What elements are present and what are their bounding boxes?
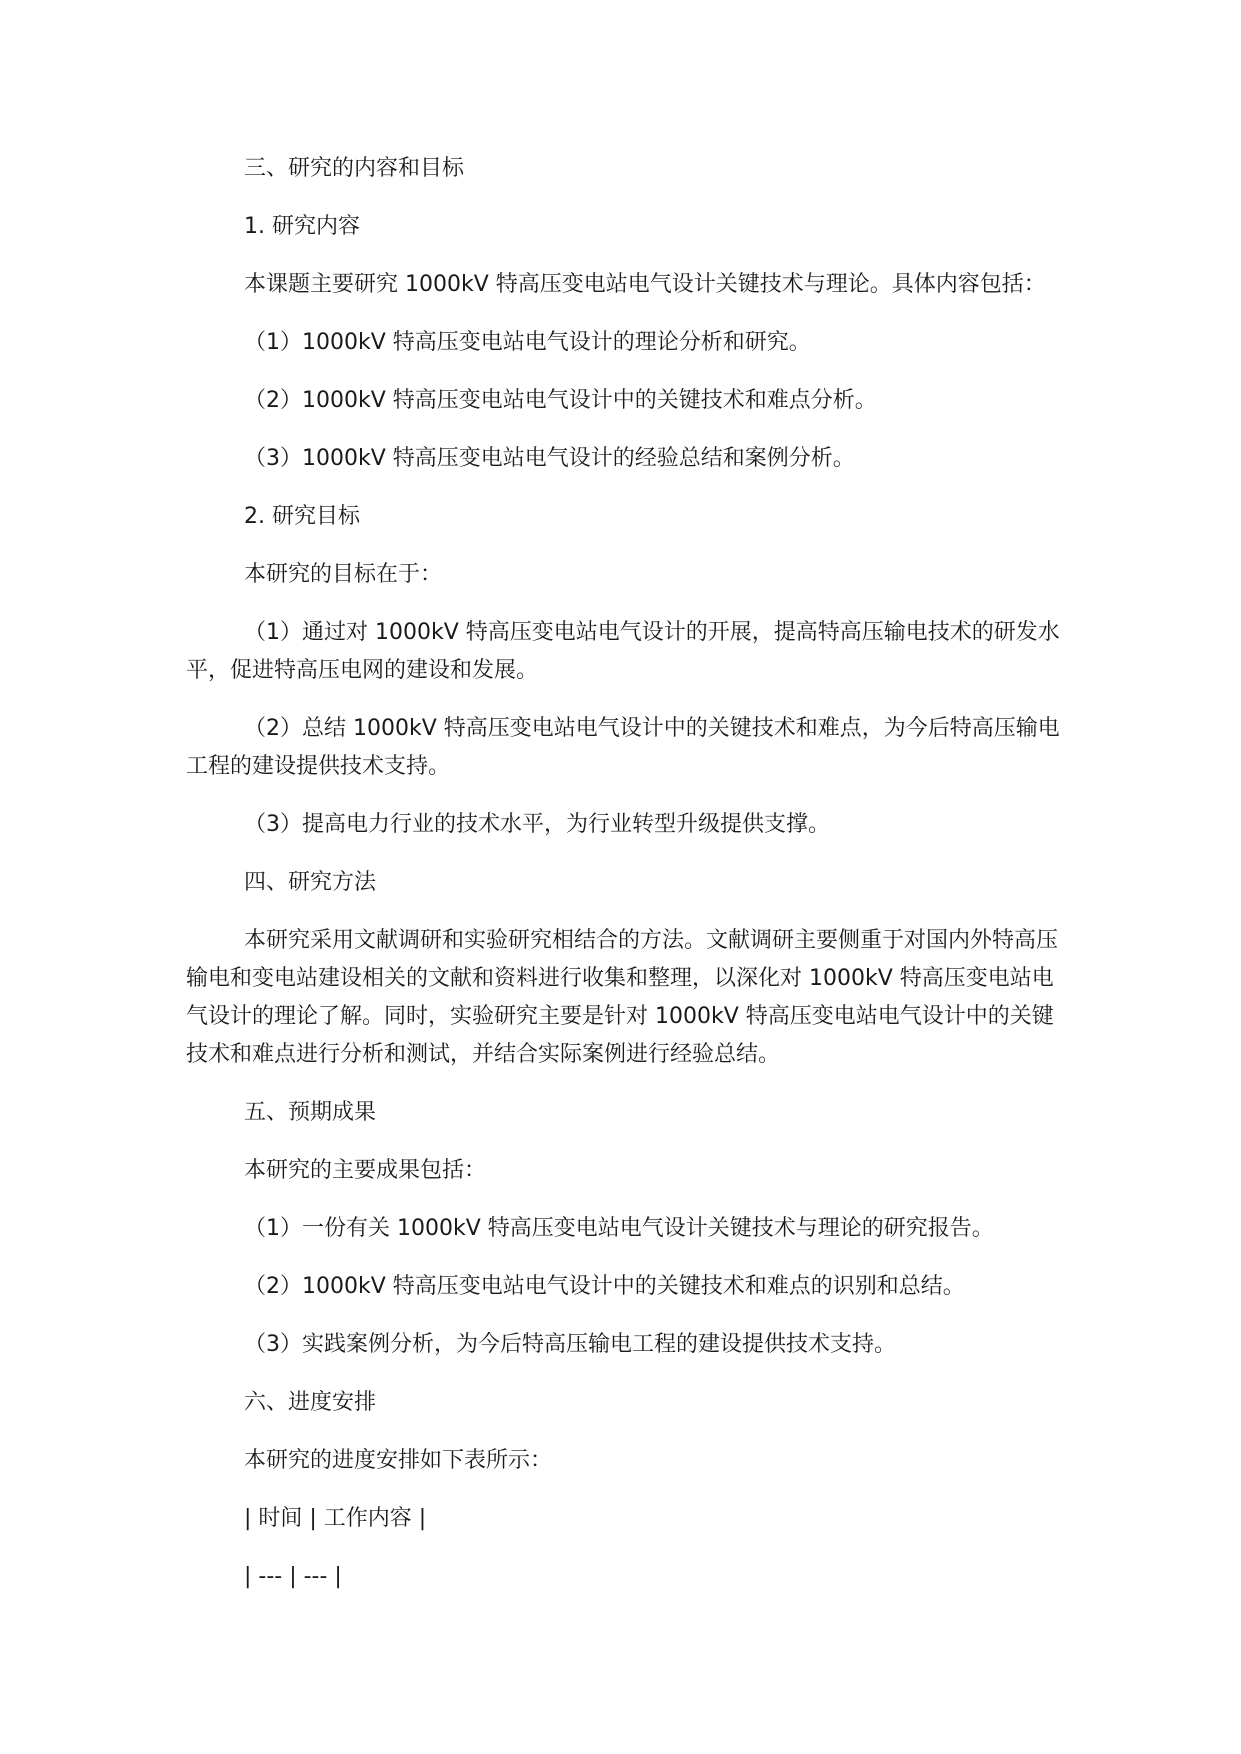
section-heading-4: 四、研究方法 <box>244 870 377 895</box>
table-header-row: | 时间 | 工作内容 | <box>244 1506 427 1531</box>
list-item-goal-2: （2）总结 1000kV 特高压变电站电气设计中的关键技术和难点，为今后特高压输电工程的建设提供技术支持。 <box>186 716 1060 779</box>
section-heading-5: 五、预期成果 <box>244 1100 377 1125</box>
section-heading-6: 六、进度安排 <box>244 1390 377 1415</box>
list-item-result-3: （3）实践案例分析，为今后特高压输电工程的建设提供技术支持。 <box>244 1332 896 1357</box>
paragraph-methods: 本研究采用文献调研和实验研究相结合的方法。文献调研主要侧重于对国内外特高压输电和变电站建设相关的文献和资料进行收集和整理，以深化对 1000kV 特高压变电站电气设计的理论了解。同时，实验研究主要是针对 1000kV 特高压变电站电气设计中的关键技术和难点进行分析和测试，并结合实际案例进行经验总结。 <box>186 928 1059 1067</box>
paragraph-intro: 本课题主要研究 1000kV 特高压变电站电气设计关键技术与理论。具体内容包括： <box>244 272 1046 297</box>
paragraph-goal-intro: 本研究的目标在于： <box>244 562 443 587</box>
list-item-content-1: （1）1000kV 特高压变电站电气设计的理论分析和研究。 <box>244 330 811 355</box>
list-item-result-1: （1）一份有关 1000kV 特高压变电站电气设计关键技术与理论的研究报告。 <box>244 1216 994 1241</box>
paragraph-schedule-intro: 本研究的进度安排如下表所示： <box>244 1448 553 1473</box>
list-item-content-3: （3）1000kV 特高压变电站电气设计的经验总结和案例分析。 <box>244 446 855 471</box>
table-separator-row: | --- | --- | <box>244 1564 342 1589</box>
subsection-heading-research-content: 1. 研究内容 <box>244 214 360 239</box>
section-heading-3: 三、研究的内容和目标 <box>244 156 465 181</box>
list-item-content-2: （2）1000kV 特高压变电站电气设计中的关键技术和难点分析。 <box>244 388 877 413</box>
paragraph-results-intro: 本研究的主要成果包括： <box>244 1158 487 1183</box>
list-item-goal-3: （3）提高电力行业的技术水平，为行业转型升级提供支撑。 <box>244 812 830 837</box>
list-item-result-2: （2）1000kV 特高压变电站电气设计中的关键技术和难点的识别和总结。 <box>244 1274 965 1299</box>
list-item-goal-1: （1）通过对 1000kV 特高压变电站电气设计的开展，提高特高压输电技术的研发水平，促进特高压电网的建设和发展。 <box>186 620 1060 683</box>
document-page <box>186 150 1066 1616</box>
subsection-heading-research-goal: 2. 研究目标 <box>244 504 360 529</box>
